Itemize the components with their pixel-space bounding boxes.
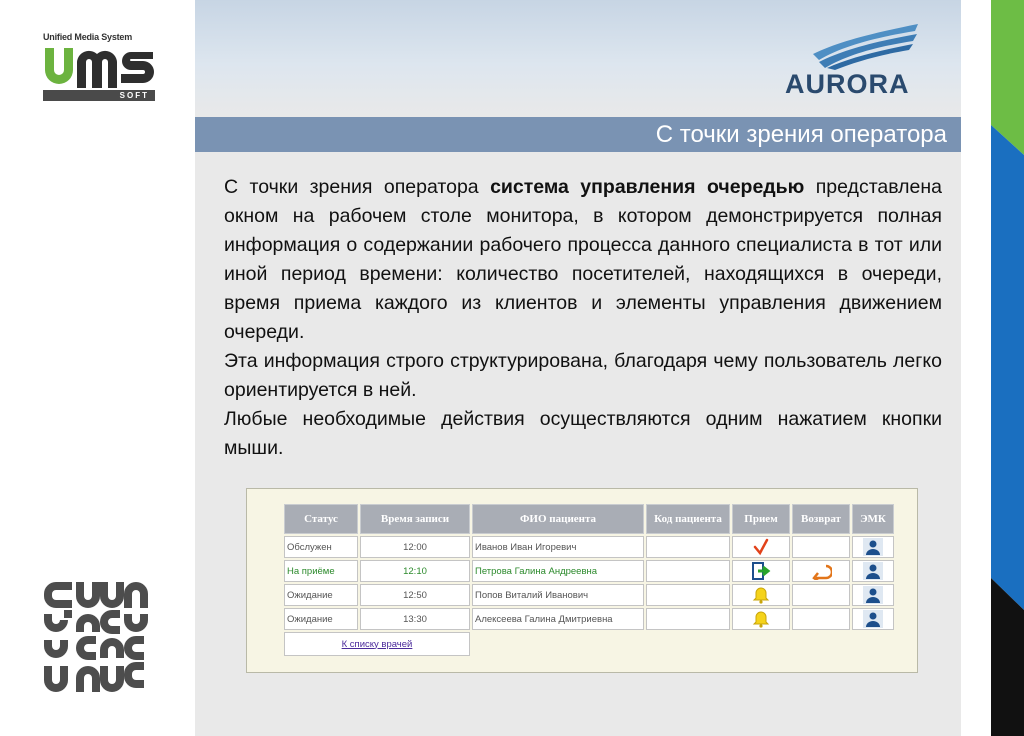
return-cell <box>792 584 850 606</box>
aurora-wordmark: AURORA <box>785 69 910 99</box>
cuun-decorative-logo <box>42 578 157 696</box>
paragraph-2: Эта информация строго структурирована, благодаря чему пользователь легко ориентируется в ней. <box>224 350 942 401</box>
bell-icon[interactable] <box>752 586 770 604</box>
header-band <box>195 0 961 117</box>
slide-title-bar <box>195 117 961 152</box>
back-link-row <box>284 632 894 656</box>
emk-cell[interactable] <box>852 536 894 558</box>
left-brand-column <box>0 0 195 736</box>
queue-table-header-row <box>284 504 894 534</box>
reception-cell[interactable] <box>732 608 790 630</box>
status-cell: Ожидание <box>284 608 358 630</box>
checkmark-icon[interactable] <box>752 538 770 556</box>
empty-cell <box>472 632 894 656</box>
header-patient-code[interactable]: Код пациента <box>646 504 730 534</box>
time-cell: 13:30 <box>360 608 470 630</box>
patient-name-cell: Попов Виталий Иванович <box>472 584 644 606</box>
table-row[interactable] <box>284 608 894 630</box>
patient-name-cell: Иванов Иван Игоревич <box>472 536 644 558</box>
patient-name-cell: Алексеева Галина Дмитриевна <box>472 608 644 630</box>
patient-code-cell <box>646 584 730 606</box>
emk-cell[interactable] <box>852 560 894 582</box>
patient-code-cell <box>646 536 730 558</box>
reception-cell[interactable] <box>732 560 790 582</box>
status-cell: Обслужен <box>284 536 358 558</box>
paragraph-3: Любые необходимые действия осуществляются одним нажатием кнопки мыши. <box>224 408 942 459</box>
patient-code-cell <box>646 608 730 630</box>
return-cell <box>792 608 850 630</box>
person-icon[interactable] <box>863 586 883 604</box>
patient-code-cell <box>646 560 730 582</box>
return-cell <box>792 536 850 558</box>
slide-title: С точки зрения оператора <box>655 121 947 148</box>
back-to-doctors-link[interactable]: К списку врачей <box>341 638 413 650</box>
header-status[interactable]: Статус <box>284 504 358 534</box>
ums-tagline: Unified Media System <box>43 32 133 42</box>
table-row[interactable] <box>284 584 894 606</box>
reception-cell[interactable] <box>732 584 790 606</box>
paragraph-1-start: С точки зрения оператора <box>224 176 491 198</box>
aurora-logo <box>785 24 925 104</box>
person-icon[interactable] <box>863 562 883 580</box>
header-emk[interactable]: ЭМК <box>852 504 894 534</box>
queue-window-screenshot <box>246 488 918 673</box>
back-link-cell <box>284 632 470 656</box>
return-arrow-icon[interactable] <box>810 562 832 580</box>
emk-cell[interactable] <box>852 608 894 630</box>
ums-soft-logo <box>43 32 158 104</box>
paragraph-1 <box>224 173 942 347</box>
soft-label: SOFT <box>43 90 155 101</box>
bell-icon[interactable] <box>752 610 770 628</box>
emk-cell[interactable] <box>852 584 894 606</box>
enter-door-icon[interactable] <box>751 562 771 580</box>
time-cell: 12:50 <box>360 584 470 606</box>
right-decorative-strip <box>991 0 1024 736</box>
patient-name-cell: Петрова Галина Андреевна <box>472 560 644 582</box>
table-row[interactable] <box>284 536 894 558</box>
slide-main-area <box>195 0 961 736</box>
header-patient-name[interactable]: ФИО пациента <box>472 504 644 534</box>
table-row[interactable] <box>284 560 894 582</box>
paragraph-1-end: представлена окном на рабочем столе монитора, в котором демонстрируется полная информация о содержании рабочего процесса данного специалиста в тот или иной период времени: количество посетителей, находящихся в очереди, время приема каждого из клиентов и элементы управления движением очереди. <box>224 176 942 343</box>
reception-cell[interactable] <box>732 536 790 558</box>
time-cell: 12:00 <box>360 536 470 558</box>
person-icon[interactable] <box>863 538 883 556</box>
paragraph-1-bold: система управления очередью <box>490 176 805 198</box>
time-cell: 12:10 <box>360 560 470 582</box>
header-reception[interactable]: Прием <box>732 504 790 534</box>
queue-table <box>282 502 896 658</box>
header-return[interactable]: Возврат <box>792 504 850 534</box>
header-time[interactable]: Время записи <box>360 504 470 534</box>
slide-body-text <box>224 173 942 463</box>
status-cell: На приёме <box>284 560 358 582</box>
return-cell[interactable] <box>792 560 850 582</box>
aurora-wing-icon <box>813 24 923 70</box>
status-cell: Ожидание <box>284 584 358 606</box>
person-icon[interactable] <box>863 610 883 628</box>
ums-logo-graphic <box>43 44 158 90</box>
